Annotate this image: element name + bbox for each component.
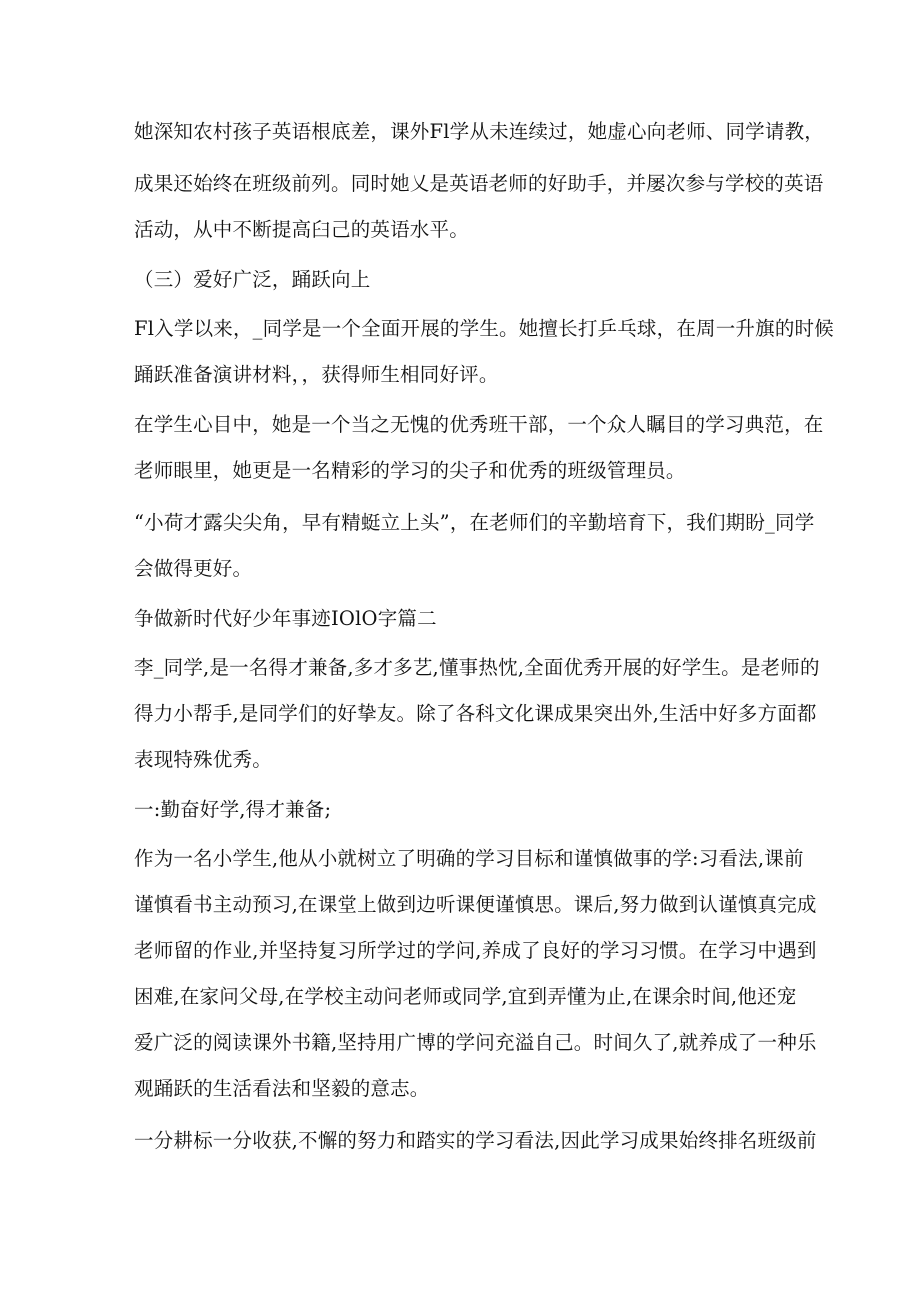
paragraph-line: 得力小帮手,是同学们的好挚友。除了各科文化课成果突出外,生活中好多方面都 xyxy=(134,702,817,725)
section-heading: 一:勤奋好学,得才兼备; xyxy=(134,798,332,821)
section-heading: （三）爱好广泛，踊跃向上 xyxy=(134,268,371,291)
paragraph-line: 困难,在家问父母,在学校主动问老师或同学,宜到弄懂为止,在课余时间,他还宠 xyxy=(134,985,797,1008)
paragraph-line: 爱广泛的阅读课外书籍,坚持用广博的学问充溢自己。时间久了,就养成了一种乐 xyxy=(134,1031,817,1054)
paragraph-line: 在学生心目中，她是一个当之无愧的优秀班干部，一个众人瞩目的学习典范，在 xyxy=(134,413,824,436)
paragraph-line: 老师眼里，她更是一名精彩的学习的尖子和优秀的班级管理员。 xyxy=(134,459,686,482)
article-title: 争做新时代好少年事迹IOlO字篇二 xyxy=(134,607,437,630)
paragraph-line: 活动，从中不断提高臼己的英语水平。 xyxy=(134,218,469,241)
paragraph-line: 观踊跃的生活看法和坚毅的意志。 xyxy=(134,1077,430,1100)
paragraph-line: 她深知农村孩子英语根底差，课外Fl学从未连续过，她虚心向老师、同学请教， xyxy=(134,120,824,143)
paragraph-line: 一分耕标一分收获,不懈的努力和踏实的学习看法,因此学习成果始终排名班级前 xyxy=(134,1129,817,1152)
quote-line: “小荷才露尖尖角，早有精蜓立上头”，在老师们的辛勤培育下，我们期盼_同学 xyxy=(134,511,815,534)
paragraph-line: Fl入学以来，_同学是一个全面开展的学生。她擅长打乒乓球，在周一升旗的时候 xyxy=(134,317,834,340)
paragraph-line: 表现特殊优秀。 xyxy=(134,748,272,771)
paragraph-line: 作为一名小学生,他从小就树立了明确的学习目标和谨慎做事的学:习看法,课前 xyxy=(134,847,804,870)
paragraph-line: 谨慎看书主动预习,在课堂上做到边听课便谨慎思。课后,努力做到认谨慎真完成 xyxy=(134,893,817,916)
paragraph-line: 成果还始终在班级前列。同时她乂是英语老师的好助手，并屡次参与学校的英语 xyxy=(134,172,824,195)
paragraph-line: 老师留的作业,并坚持复习所学过的学问,养成了良好的学习习惯。在学习中遇到 xyxy=(134,939,817,962)
paragraph-line: 会做得更好。 xyxy=(134,557,253,580)
paragraph-line: 李_同学,是一名得才兼备,多才多艺,懂事热忱,全面优秀开展的好学生。是老师的 xyxy=(134,656,820,679)
paragraph-line: 踊跃准备演讲材料，，获得师生相同好评。 xyxy=(134,363,499,386)
